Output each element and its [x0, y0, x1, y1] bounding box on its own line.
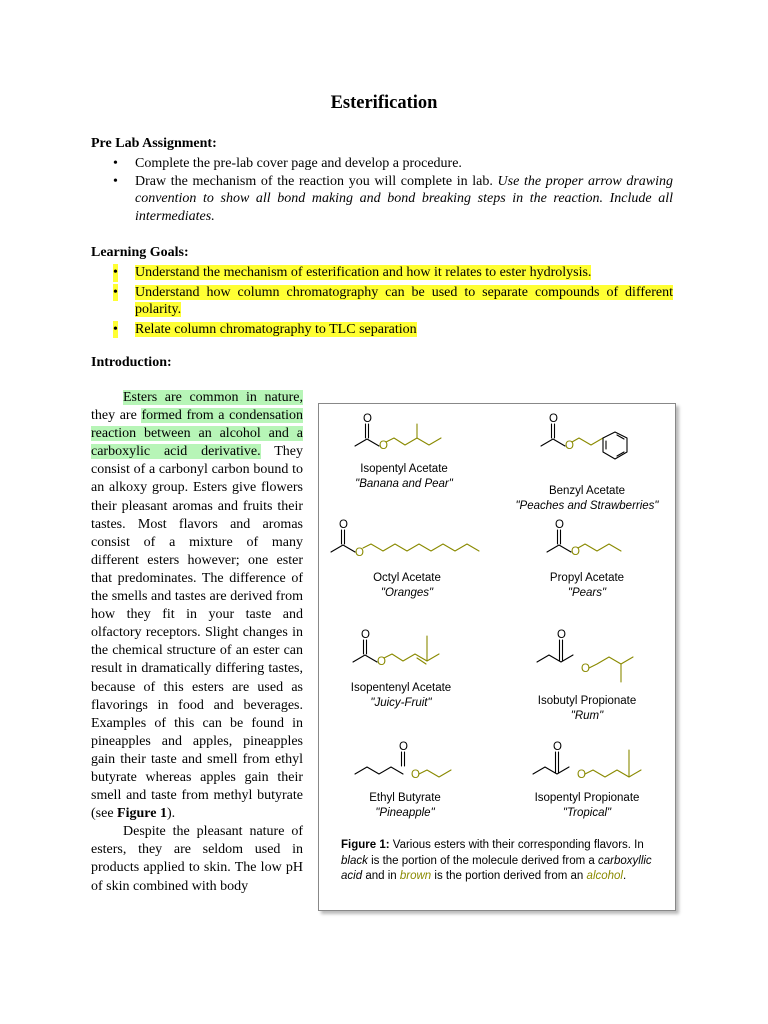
molecule-flavor: "Oranges" [380, 587, 434, 599]
molecule-flavor: "Banana and Pear" [355, 478, 453, 490]
intro-paragraph: Despite the pleasant nature of esters, they are seldom used in products applied to skin. The low pH of skin combined with body [91, 824, 303, 894]
molecule-name: Ethyl Butyrate [369, 792, 441, 804]
molecule-flavor: "Tropical" [562, 807, 612, 819]
molecule-isopentyl-acetate [355, 424, 441, 446]
prelab-item-italic: Use the proper arrow drawing convention to show all bond making and bond breaking steps in the reaction. Include all intermediates. [135, 173, 674, 224]
oxygen-label: O [361, 629, 370, 641]
oxygen-label: O [571, 546, 580, 558]
goal-item [91, 284, 673, 319]
caption-text: alcohol [586, 870, 623, 882]
caption-text: black [341, 854, 368, 867]
figure-molecules [319, 404, 675, 910]
oxygen-label: O [577, 769, 586, 781]
prelab-item-text: Draw the mechanism of the reaction you will complete in lab. [135, 173, 493, 189]
molecule-flavor: "Pineapple" [375, 807, 435, 819]
prelab-list [91, 155, 673, 225]
caption-text: is the portion derived from an [434, 870, 584, 882]
intro-text-column [91, 389, 303, 896]
molecule-octyl-acetate [331, 530, 479, 552]
prelab-item-text: Complete the pre-lab cover page and develop a procedure. [135, 156, 462, 171]
goals-list [91, 264, 673, 338]
intro-paragraph [91, 389, 303, 823]
body-text: They consist of a carbonyl carbon bound to an alkoxy group. Esters give flowers their pleasant aromas and fruits their tastes. Most flavors and aromas consist of a mixture of many different esters however; one ester that predominates. The difference of the smells and tastes are derived from how they fit in your taste and olfactory receptors. Slight changes in the chemical structure of an ester can result in dramatically differing tastes, because of this esters are used as flavorings in food and beverages. Examples of this can be found in pineapples and apples, pineapples gain their taste and smell from ethyl butyrate whereas apples gain their smell and taste from methyl butyrate (see [91, 444, 304, 822]
bullet-icon: • [113, 173, 118, 189]
molecule-flavor: "Peaches and Strawberries" [515, 500, 659, 512]
figure-reference: Figure 1 [117, 806, 167, 822]
oxygen-label: O [565, 440, 574, 452]
goal-item [91, 321, 673, 339]
molecule-propyl-acetate [547, 530, 621, 552]
body-text: ). [166, 806, 176, 822]
oxygen-label: O [379, 440, 388, 452]
oxygen-label: O [339, 519, 348, 531]
oxygen-label: O [555, 519, 564, 531]
molecule-name: Benzyl Acetate [548, 485, 626, 497]
molecule-isobutyl-propionate [537, 640, 633, 682]
caption-text: . [623, 870, 627, 882]
goal-item [91, 264, 673, 282]
molecule-name: Octyl Acetate [373, 572, 441, 584]
caption-label: Figure 1: [341, 839, 390, 851]
oxygen-label: O [411, 769, 420, 781]
caption-text: Various esters with their corresponding flavors. In [392, 839, 644, 851]
bullet-icon: • [113, 321, 118, 337]
highlight-text: Esters are common in nature, [123, 390, 303, 405]
molecule-name: Isobutyl Propionate [537, 695, 637, 707]
molecule-flavor: "Pears" [567, 587, 607, 599]
highlight-text: formed from a condensation reaction between an alcohol and a carboxylic acid derivative. [91, 408, 303, 460]
caption-text: is the portion of the molecule derived from a [371, 854, 595, 867]
caption-text: and in [365, 870, 397, 882]
oxygen-label: O [363, 413, 372, 425]
molecule-name: Isopentyl Propionate [534, 792, 640, 804]
molecule-isopentyl-propionate [533, 750, 641, 777]
page-title: Esterification [330, 93, 438, 113]
caption-text: brown [399, 870, 432, 882]
oxygen-label: O [549, 413, 558, 425]
oxygen-label: O [399, 741, 408, 753]
molecule-ethyl-butyrate [355, 752, 451, 777]
figure-caption [341, 838, 661, 885]
body-text: they are [91, 408, 137, 424]
goal-text: Relate column chromatography to TLC separation [135, 321, 417, 337]
oxygen-label: O [553, 741, 562, 753]
oxygen-label: O [557, 629, 566, 641]
molecule-flavor: "Rum" [570, 710, 604, 722]
oxygen-label: O [581, 663, 590, 675]
prelab-heading: Pre Lab Assignment: [91, 136, 217, 151]
goals-heading: Learning Goals: [91, 245, 189, 260]
goal-text: Understand how column chromatography can be used to separate compounds of different polarity. [135, 284, 673, 317]
figure-1 [318, 403, 676, 911]
bullet-icon: • [113, 265, 118, 280]
oxygen-label: O [355, 547, 364, 559]
molecule-benzyl-acetate [541, 424, 627, 459]
molecule-name: Isopentyl Acetate [360, 463, 448, 475]
bullet-icon: • [113, 156, 118, 171]
goal-text: Understand the mechanism of esterification and how it relates to ester hydrolysis. [135, 265, 592, 280]
prelab-item [91, 155, 673, 173]
bullet-icon: • [113, 284, 118, 300]
molecule-flavor: "Juicy-Fruit" [370, 697, 432, 709]
prelab-item [91, 173, 673, 226]
molecule-name: Propyl Acetate [549, 572, 625, 584]
oxygen-label: O [377, 656, 386, 668]
caption-text: carboxyllic acid [341, 854, 652, 882]
molecule-name: Isopentenyl Acetate [350, 682, 452, 694]
molecule-labels [351, 463, 660, 819]
intro-heading: Introduction: [91, 355, 172, 370]
